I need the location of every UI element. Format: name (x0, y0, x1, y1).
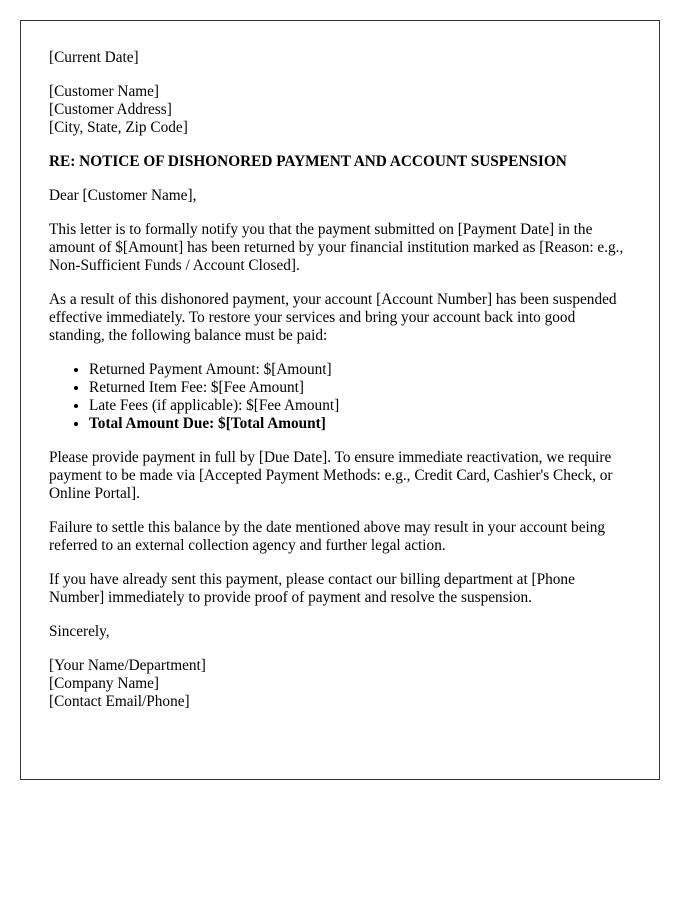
paragraph-suspension: As a result of this dishonored payment, your account [Account Number] has been suspended effective immediately. To restore your services and bring your account back into good standing, the following balance must be paid: (49, 291, 617, 344)
recipient-name: [Customer Name] (49, 83, 160, 100)
salutation: Dear [Customer Name], (49, 187, 197, 204)
paragraph-failure: Failure to settle this balance by the date mentioned above may result in your account being referred to an external collection agency and further legal action. (49, 519, 606, 554)
balance-item: • Returned Item Fee: $[Fee Amount] (89, 379, 631, 397)
balance-item: • Returned Payment Amount: $[Amount] (89, 361, 631, 379)
paragraph-notice: This letter is to formally notify you that the payment submitted on [Payment Date] in the amount of $[Amount] has been returned by your financial institution marked as [Reason: e.g., Non-Sufficient Funds / Account Closed]. (49, 221, 624, 274)
paragraph-contact: If you have already sent this payment, please contact our billing department at [Phone Number] immediately to provide proof of payment and resolve the suspension. (49, 571, 575, 606)
recipient-address: [Customer Address] (49, 101, 172, 118)
signature-block (49, 657, 631, 711)
letter-date: [Current Date] (49, 49, 139, 66)
signature-contact: [Contact Email/Phone] (49, 693, 190, 710)
subject-line: RE: NOTICE OF DISHONORED PAYMENT AND ACCOUNT SUSPENSION (49, 153, 567, 170)
balance-total: • Total Amount Due: $[Total Amount] (89, 415, 631, 433)
signature-name: [Your Name/Department] (49, 657, 206, 674)
signature-company: [Company Name] (49, 675, 160, 692)
recipient-city: [City, State, Zip Code] (49, 119, 188, 136)
balance-list (49, 361, 631, 433)
paragraph-payment: Please provide payment in full by [Due Date]. To ensure immediate reactivation, we require payment to be made via [Accepted Payment Methods: e.g., Credit Card, Cashier's Check, or Online Portal]. (49, 449, 613, 502)
closing: Sincerely, (49, 623, 110, 640)
balance-item: • Late Fees (if applicable): $[Fee Amount] (89, 397, 631, 415)
letter-page (20, 20, 660, 780)
